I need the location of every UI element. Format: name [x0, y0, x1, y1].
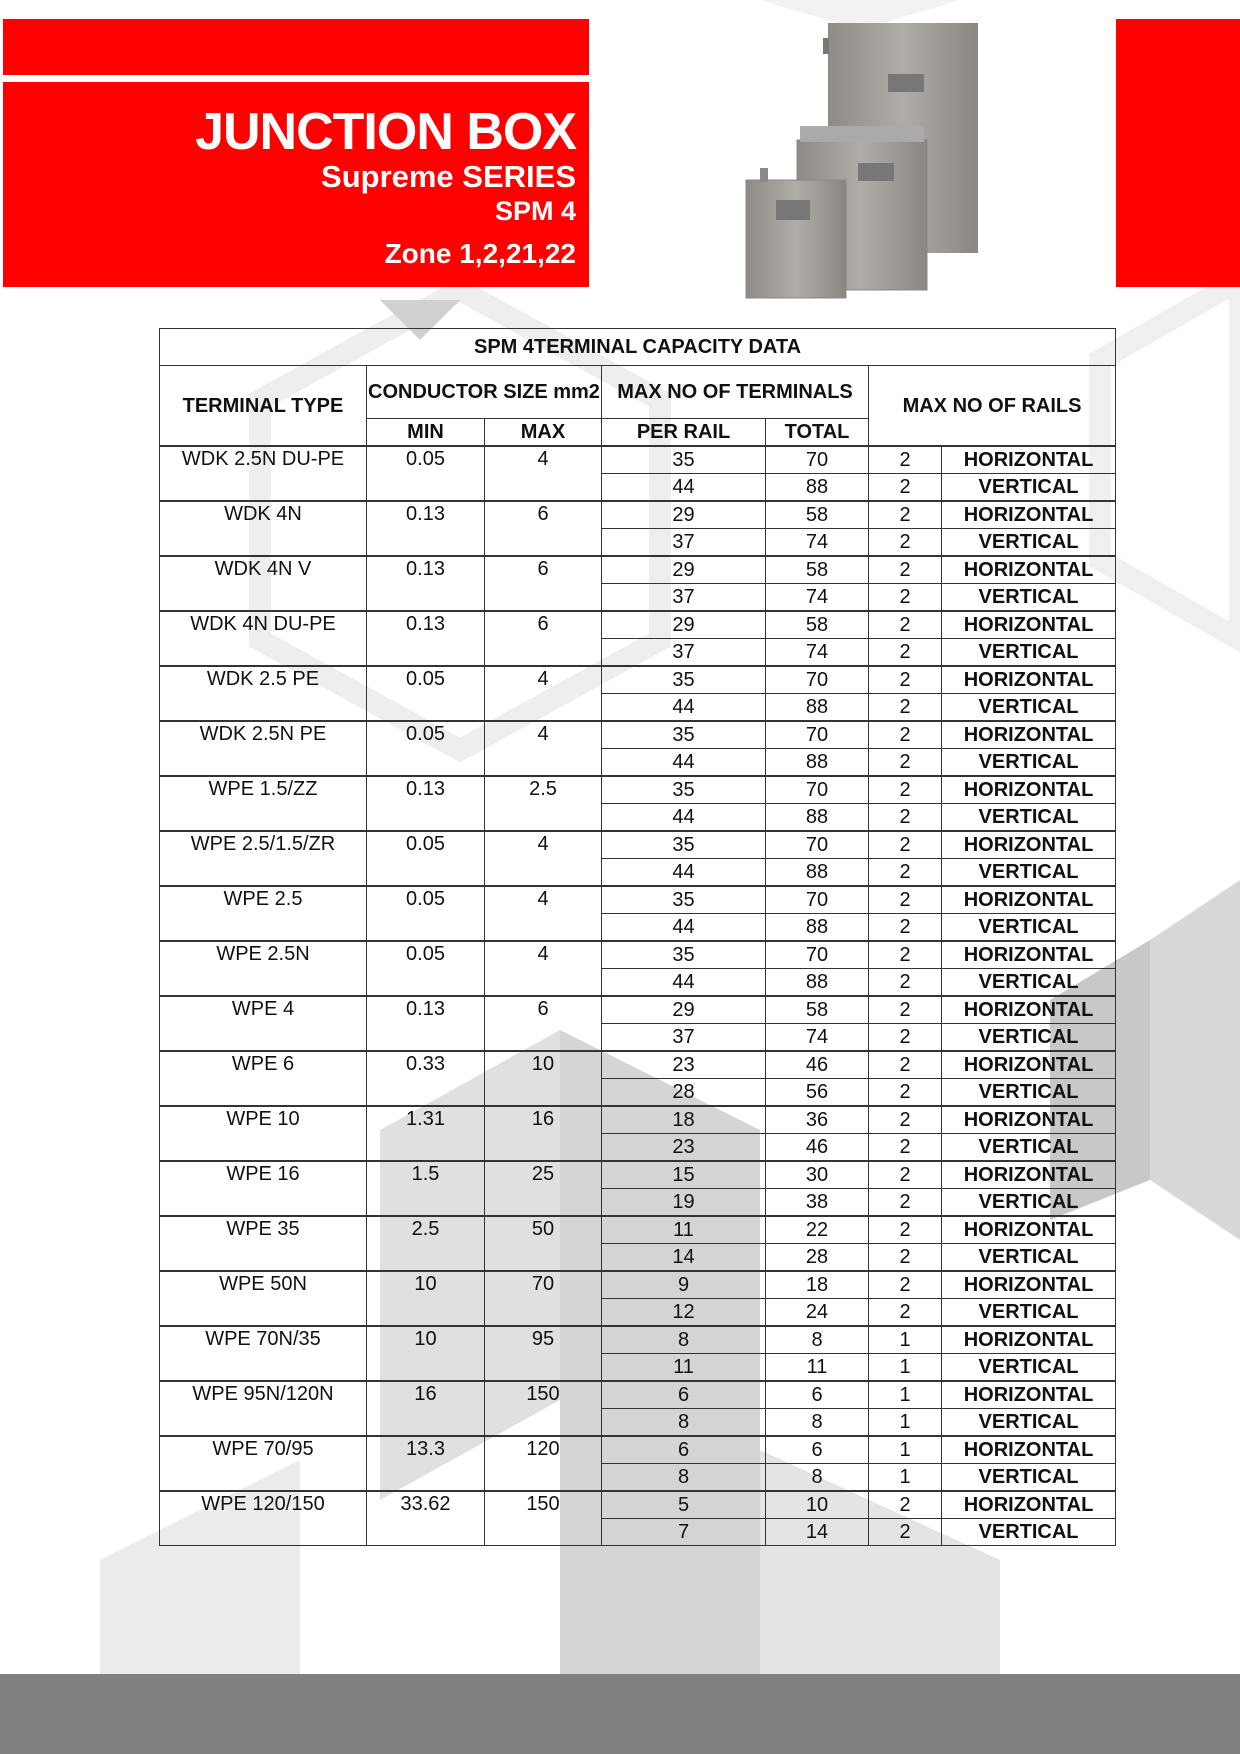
rail-orientation-cell: VERTICAL	[942, 859, 1116, 887]
terminal-type-cell: WDK 4N	[160, 501, 367, 556]
rail-orientation-cell: HORIZONTAL	[942, 1271, 1116, 1299]
rail-orientation-cell: HORIZONTAL	[942, 1436, 1116, 1464]
rails-count-cell: 2	[869, 474, 942, 502]
per-rail-cell: 44	[602, 749, 766, 777]
per-rail-cell: 44	[602, 694, 766, 722]
total-cell: 28	[766, 1244, 869, 1272]
per-rail-cell: 12	[602, 1299, 766, 1327]
per-rail-cell: 44	[602, 859, 766, 887]
total-cell: 70	[766, 886, 869, 914]
per-rail-cell: 6	[602, 1436, 766, 1464]
rails-count-cell: 2	[869, 1216, 942, 1244]
total-cell: 88	[766, 804, 869, 832]
rails-count-cell: 2	[869, 1024, 942, 1052]
per-rail-cell: 11	[602, 1354, 766, 1382]
per-rail-cell: 37	[602, 584, 766, 612]
max-size-cell: 4	[485, 666, 602, 721]
rail-orientation-cell: HORIZONTAL	[942, 831, 1116, 859]
rails-count-cell: 1	[869, 1409, 942, 1437]
rails-count-cell: 2	[869, 1271, 942, 1299]
per-rail-cell: 14	[602, 1244, 766, 1272]
per-rail-cell: 35	[602, 776, 766, 804]
per-rail-cell: 18	[602, 1106, 766, 1134]
rails-count-cell: 1	[869, 1381, 942, 1409]
rails-count-cell: 1	[869, 1464, 942, 1492]
rails-count-cell: 2	[869, 501, 942, 529]
table-row	[160, 1161, 1116, 1189]
terminal-type-cell: WPE 10	[160, 1106, 367, 1161]
rails-count-cell: 2	[869, 666, 942, 694]
total-cell: 56	[766, 1079, 869, 1107]
terminal-type-cell: WPE 4	[160, 996, 367, 1051]
per-rail-cell: 29	[602, 611, 766, 639]
per-rail-cell: 35	[602, 831, 766, 859]
rail-orientation-cell: VERTICAL	[942, 474, 1116, 502]
total-cell: 70	[766, 941, 869, 969]
table-row	[160, 556, 1116, 584]
table-row	[160, 611, 1116, 639]
per-rail-cell: 44	[602, 804, 766, 832]
max-size-cell: 70	[485, 1271, 602, 1326]
total-cell: 8	[766, 1464, 869, 1492]
rails-count-cell: 2	[869, 1134, 942, 1162]
header-conductor-size: CONDUCTOR SIZE mm2	[367, 366, 602, 419]
per-rail-cell: 7	[602, 1519, 766, 1546]
total-cell: 74	[766, 639, 869, 667]
min-size-cell: 0.13	[367, 501, 485, 556]
rail-orientation-cell: VERTICAL	[942, 694, 1116, 722]
terminal-type-cell: WPE 1.5/ZZ	[160, 776, 367, 831]
per-rail-cell: 6	[602, 1381, 766, 1409]
min-size-cell: 0.05	[367, 886, 485, 941]
rail-orientation-cell: HORIZONTAL	[942, 776, 1116, 804]
max-size-cell: 10	[485, 1051, 602, 1106]
per-rail-cell: 29	[602, 996, 766, 1024]
terminal-type-cell: WPE 2.5/1.5/ZR	[160, 831, 367, 886]
total-cell: 46	[766, 1051, 869, 1079]
product-model: SPM 4	[494, 196, 576, 226]
rail-orientation-cell: VERTICAL	[942, 1079, 1116, 1107]
per-rail-cell: 35	[602, 446, 766, 474]
total-cell: 8	[766, 1326, 869, 1354]
total-cell: 11	[766, 1354, 869, 1382]
total-cell: 88	[766, 859, 869, 887]
per-rail-cell: 29	[602, 501, 766, 529]
rails-count-cell: 2	[869, 804, 942, 832]
terminal-type-cell: WDK 4N V	[160, 556, 367, 611]
rail-orientation-cell: VERTICAL	[942, 1519, 1116, 1546]
total-cell: 74	[766, 529, 869, 557]
table-row	[160, 501, 1116, 529]
min-size-cell: 0.05	[367, 941, 485, 996]
total-cell: 58	[766, 501, 869, 529]
max-size-cell: 95	[485, 1326, 602, 1381]
max-size-cell: 4	[485, 446, 602, 501]
table-row	[160, 776, 1116, 804]
header-per-rail: PER RAIL	[602, 419, 766, 447]
min-size-cell: 0.13	[367, 556, 485, 611]
max-size-cell: 4	[485, 721, 602, 776]
min-size-cell: 0.13	[367, 776, 485, 831]
total-cell: 88	[766, 914, 869, 942]
max-size-cell: 50	[485, 1216, 602, 1271]
rail-orientation-cell: HORIZONTAL	[942, 1491, 1116, 1519]
min-size-cell: 10	[367, 1326, 485, 1381]
rails-count-cell: 2	[869, 1299, 942, 1327]
rail-orientation-cell: HORIZONTAL	[942, 1326, 1116, 1354]
rails-count-cell: 1	[869, 1436, 942, 1464]
header-terminal-type: TERMINAL TYPE	[160, 366, 367, 447]
total-cell: 8	[766, 1409, 869, 1437]
per-rail-cell: 37	[602, 1024, 766, 1052]
min-size-cell: 0.05	[367, 446, 485, 501]
total-cell: 70	[766, 446, 869, 474]
rails-count-cell: 2	[869, 611, 942, 639]
max-size-cell: 120	[485, 1436, 602, 1491]
table-row	[160, 446, 1116, 474]
rails-count-cell: 2	[869, 694, 942, 722]
terminal-type-cell: WPE 120/150	[160, 1491, 367, 1546]
min-size-cell: 0.13	[367, 996, 485, 1051]
rail-orientation-cell: VERTICAL	[942, 749, 1116, 777]
total-cell: 74	[766, 584, 869, 612]
header-banner	[3, 82, 589, 287]
header-max-rails: MAX NO OF RAILS	[869, 366, 1116, 447]
table-row	[160, 666, 1116, 694]
rails-count-cell: 2	[869, 941, 942, 969]
total-cell: 36	[766, 1106, 869, 1134]
min-size-cell: 16	[367, 1381, 485, 1436]
rail-orientation-cell: VERTICAL	[942, 584, 1116, 612]
total-cell: 30	[766, 1161, 869, 1189]
rail-orientation-cell: VERTICAL	[942, 1024, 1116, 1052]
total-cell: 88	[766, 474, 869, 502]
min-size-cell: 33.62	[367, 1491, 485, 1546]
per-rail-cell: 11	[602, 1216, 766, 1244]
total-cell: 58	[766, 556, 869, 584]
rail-orientation-cell: HORIZONTAL	[942, 1381, 1116, 1409]
per-rail-cell: 8	[602, 1326, 766, 1354]
max-size-cell: 4	[485, 831, 602, 886]
rails-count-cell: 1	[869, 1354, 942, 1382]
rail-orientation-cell: HORIZONTAL	[942, 886, 1116, 914]
product-zone: Zone 1,2,21,22	[384, 238, 576, 269]
terminal-type-cell: WPE 2.5	[160, 886, 367, 941]
per-rail-cell: 37	[602, 639, 766, 667]
total-cell: 70	[766, 831, 869, 859]
rails-count-cell: 2	[869, 1519, 942, 1546]
rail-orientation-cell: HORIZONTAL	[942, 941, 1116, 969]
total-cell: 10	[766, 1491, 869, 1519]
terminal-type-cell: WPE 70N/35	[160, 1326, 367, 1381]
rails-count-cell: 2	[869, 1051, 942, 1079]
per-rail-cell: 35	[602, 941, 766, 969]
total-cell: 18	[766, 1271, 869, 1299]
rails-count-cell: 2	[869, 1491, 942, 1519]
table-row	[160, 1051, 1116, 1079]
total-cell: 74	[766, 1024, 869, 1052]
total-cell: 88	[766, 749, 869, 777]
rail-orientation-cell: VERTICAL	[942, 1409, 1116, 1437]
rails-count-cell: 2	[869, 1189, 942, 1217]
rail-orientation-cell: HORIZONTAL	[942, 446, 1116, 474]
table-row	[160, 996, 1116, 1024]
table-row	[160, 1106, 1116, 1134]
per-rail-cell: 19	[602, 1189, 766, 1217]
rail-orientation-cell: HORIZONTAL	[942, 501, 1116, 529]
total-cell: 58	[766, 611, 869, 639]
terminal-type-cell: WPE 16	[160, 1161, 367, 1216]
min-size-cell: 0.05	[367, 831, 485, 886]
rails-count-cell: 2	[869, 446, 942, 474]
per-rail-cell: 44	[602, 474, 766, 502]
total-cell: 6	[766, 1381, 869, 1409]
min-size-cell: 10	[367, 1271, 485, 1326]
rail-orientation-cell: VERTICAL	[942, 1354, 1116, 1382]
rails-count-cell: 2	[869, 1079, 942, 1107]
terminal-type-cell: WDK 2.5N DU-PE	[160, 446, 367, 501]
terminal-type-cell: WPE 2.5N	[160, 941, 367, 996]
header-max: MAX	[485, 419, 602, 447]
terminal-capacity-table	[159, 328, 1116, 1546]
min-size-cell: 1.31	[367, 1106, 485, 1161]
rails-count-cell: 2	[869, 1161, 942, 1189]
max-size-cell: 150	[485, 1491, 602, 1546]
min-size-cell: 0.33	[367, 1051, 485, 1106]
total-cell: 70	[766, 721, 869, 749]
max-size-cell: 6	[485, 996, 602, 1051]
rails-count-cell: 2	[869, 556, 942, 584]
rail-orientation-cell: HORIZONTAL	[942, 1106, 1116, 1134]
rail-orientation-cell: HORIZONTAL	[942, 1161, 1116, 1189]
rail-orientation-cell: HORIZONTAL	[942, 1051, 1116, 1079]
table-row	[160, 1381, 1116, 1409]
max-size-cell: 150	[485, 1381, 602, 1436]
per-rail-cell: 37	[602, 529, 766, 557]
table-row	[160, 1491, 1116, 1519]
max-size-cell: 4	[485, 886, 602, 941]
junction-box-product-image	[740, 18, 1000, 303]
rail-orientation-cell: VERTICAL	[942, 1464, 1116, 1492]
rails-count-cell: 2	[869, 776, 942, 804]
total-cell: 6	[766, 1436, 869, 1464]
rails-count-cell: 2	[869, 749, 942, 777]
total-cell: 70	[766, 776, 869, 804]
terminal-type-cell: WDK 4N DU-PE	[160, 611, 367, 666]
rail-orientation-cell: HORIZONTAL	[942, 1216, 1116, 1244]
per-rail-cell: 29	[602, 556, 766, 584]
min-size-cell: 13.3	[367, 1436, 485, 1491]
min-size-cell: 0.13	[367, 611, 485, 666]
per-rail-cell: 35	[602, 666, 766, 694]
min-size-cell: 0.05	[367, 721, 485, 776]
rail-orientation-cell: HORIZONTAL	[942, 996, 1116, 1024]
max-size-cell: 6	[485, 501, 602, 556]
rails-count-cell: 2	[869, 969, 942, 997]
rails-count-cell: 2	[869, 886, 942, 914]
rail-orientation-cell: VERTICAL	[942, 804, 1116, 832]
per-rail-cell: 28	[602, 1079, 766, 1107]
rail-orientation-cell: VERTICAL	[942, 1299, 1116, 1327]
min-size-cell: 0.05	[367, 666, 485, 721]
table-title: SPM 4TERMINAL CAPACITY DATA	[160, 329, 1116, 366]
footer-bar	[0, 1674, 1240, 1754]
rails-count-cell: 2	[869, 859, 942, 887]
rail-orientation-cell: VERTICAL	[942, 969, 1116, 997]
terminal-type-cell: WPE 6	[160, 1051, 367, 1106]
per-rail-cell: 35	[602, 886, 766, 914]
terminal-type-cell: WDK 2.5 PE	[160, 666, 367, 721]
per-rail-cell: 8	[602, 1409, 766, 1437]
max-size-cell: 6	[485, 556, 602, 611]
table-row	[160, 721, 1116, 749]
rails-count-cell: 2	[869, 996, 942, 1024]
per-rail-cell: 9	[602, 1271, 766, 1299]
rails-count-cell: 2	[869, 584, 942, 612]
rail-orientation-cell: HORIZONTAL	[942, 556, 1116, 584]
min-size-cell: 1.5	[367, 1161, 485, 1216]
product-series: Supreme SERIES	[321, 159, 576, 194]
table-row	[160, 1271, 1116, 1299]
total-cell: 88	[766, 694, 869, 722]
table-row	[160, 1436, 1116, 1464]
total-cell: 88	[766, 969, 869, 997]
per-rail-cell: 35	[602, 721, 766, 749]
rail-orientation-cell: HORIZONTAL	[942, 666, 1116, 694]
table-row	[160, 1216, 1116, 1244]
per-rail-cell: 5	[602, 1491, 766, 1519]
max-size-cell: 25	[485, 1161, 602, 1216]
rails-count-cell: 2	[869, 914, 942, 942]
total-cell: 46	[766, 1134, 869, 1162]
total-cell: 14	[766, 1519, 869, 1546]
per-rail-cell: 44	[602, 969, 766, 997]
rails-count-cell: 2	[869, 721, 942, 749]
table-row	[160, 941, 1116, 969]
rails-count-cell: 2	[869, 831, 942, 859]
per-rail-cell: 44	[602, 914, 766, 942]
header-accent-bar	[3, 19, 589, 75]
table-row	[160, 1326, 1116, 1354]
rails-count-cell: 1	[869, 1326, 942, 1354]
rail-orientation-cell: VERTICAL	[942, 1189, 1116, 1217]
per-rail-cell: 15	[602, 1161, 766, 1189]
max-size-cell: 4	[485, 941, 602, 996]
total-cell: 22	[766, 1216, 869, 1244]
terminal-type-cell: WDK 2.5N PE	[160, 721, 367, 776]
rail-orientation-cell: VERTICAL	[942, 1134, 1116, 1162]
per-rail-cell: 23	[602, 1051, 766, 1079]
terminal-type-cell: WPE 35	[160, 1216, 367, 1271]
total-cell: 70	[766, 666, 869, 694]
side-accent-bar	[1116, 19, 1240, 287]
rails-count-cell: 2	[869, 1244, 942, 1272]
total-cell: 38	[766, 1189, 869, 1217]
rail-orientation-cell: VERTICAL	[942, 1244, 1116, 1272]
rails-count-cell: 2	[869, 1106, 942, 1134]
rail-orientation-cell: HORIZONTAL	[942, 721, 1116, 749]
terminal-type-cell: WPE 95N/120N	[160, 1381, 367, 1436]
total-cell: 24	[766, 1299, 869, 1327]
rail-orientation-cell: VERTICAL	[942, 639, 1116, 667]
header-max-terminals: MAX NO OF TERMINALS	[602, 366, 869, 419]
terminal-type-cell: WPE 50N	[160, 1271, 367, 1326]
total-cell: 58	[766, 996, 869, 1024]
rails-count-cell: 2	[869, 639, 942, 667]
terminal-type-cell: WPE 70/95	[160, 1436, 367, 1491]
product-title: JUNCTION BOX	[195, 103, 576, 161]
max-size-cell: 2.5	[485, 776, 602, 831]
max-size-cell: 6	[485, 611, 602, 666]
per-rail-cell: 23	[602, 1134, 766, 1162]
rail-orientation-cell: VERTICAL	[942, 914, 1116, 942]
header-min: MIN	[367, 419, 485, 447]
table-row	[160, 886, 1116, 914]
rails-count-cell: 2	[869, 529, 942, 557]
max-size-cell: 16	[485, 1106, 602, 1161]
rail-orientation-cell: VERTICAL	[942, 529, 1116, 557]
rail-orientation-cell: HORIZONTAL	[942, 611, 1116, 639]
per-rail-cell: 8	[602, 1464, 766, 1492]
min-size-cell: 2.5	[367, 1216, 485, 1271]
header-total: TOTAL	[766, 419, 869, 447]
table-row	[160, 831, 1116, 859]
